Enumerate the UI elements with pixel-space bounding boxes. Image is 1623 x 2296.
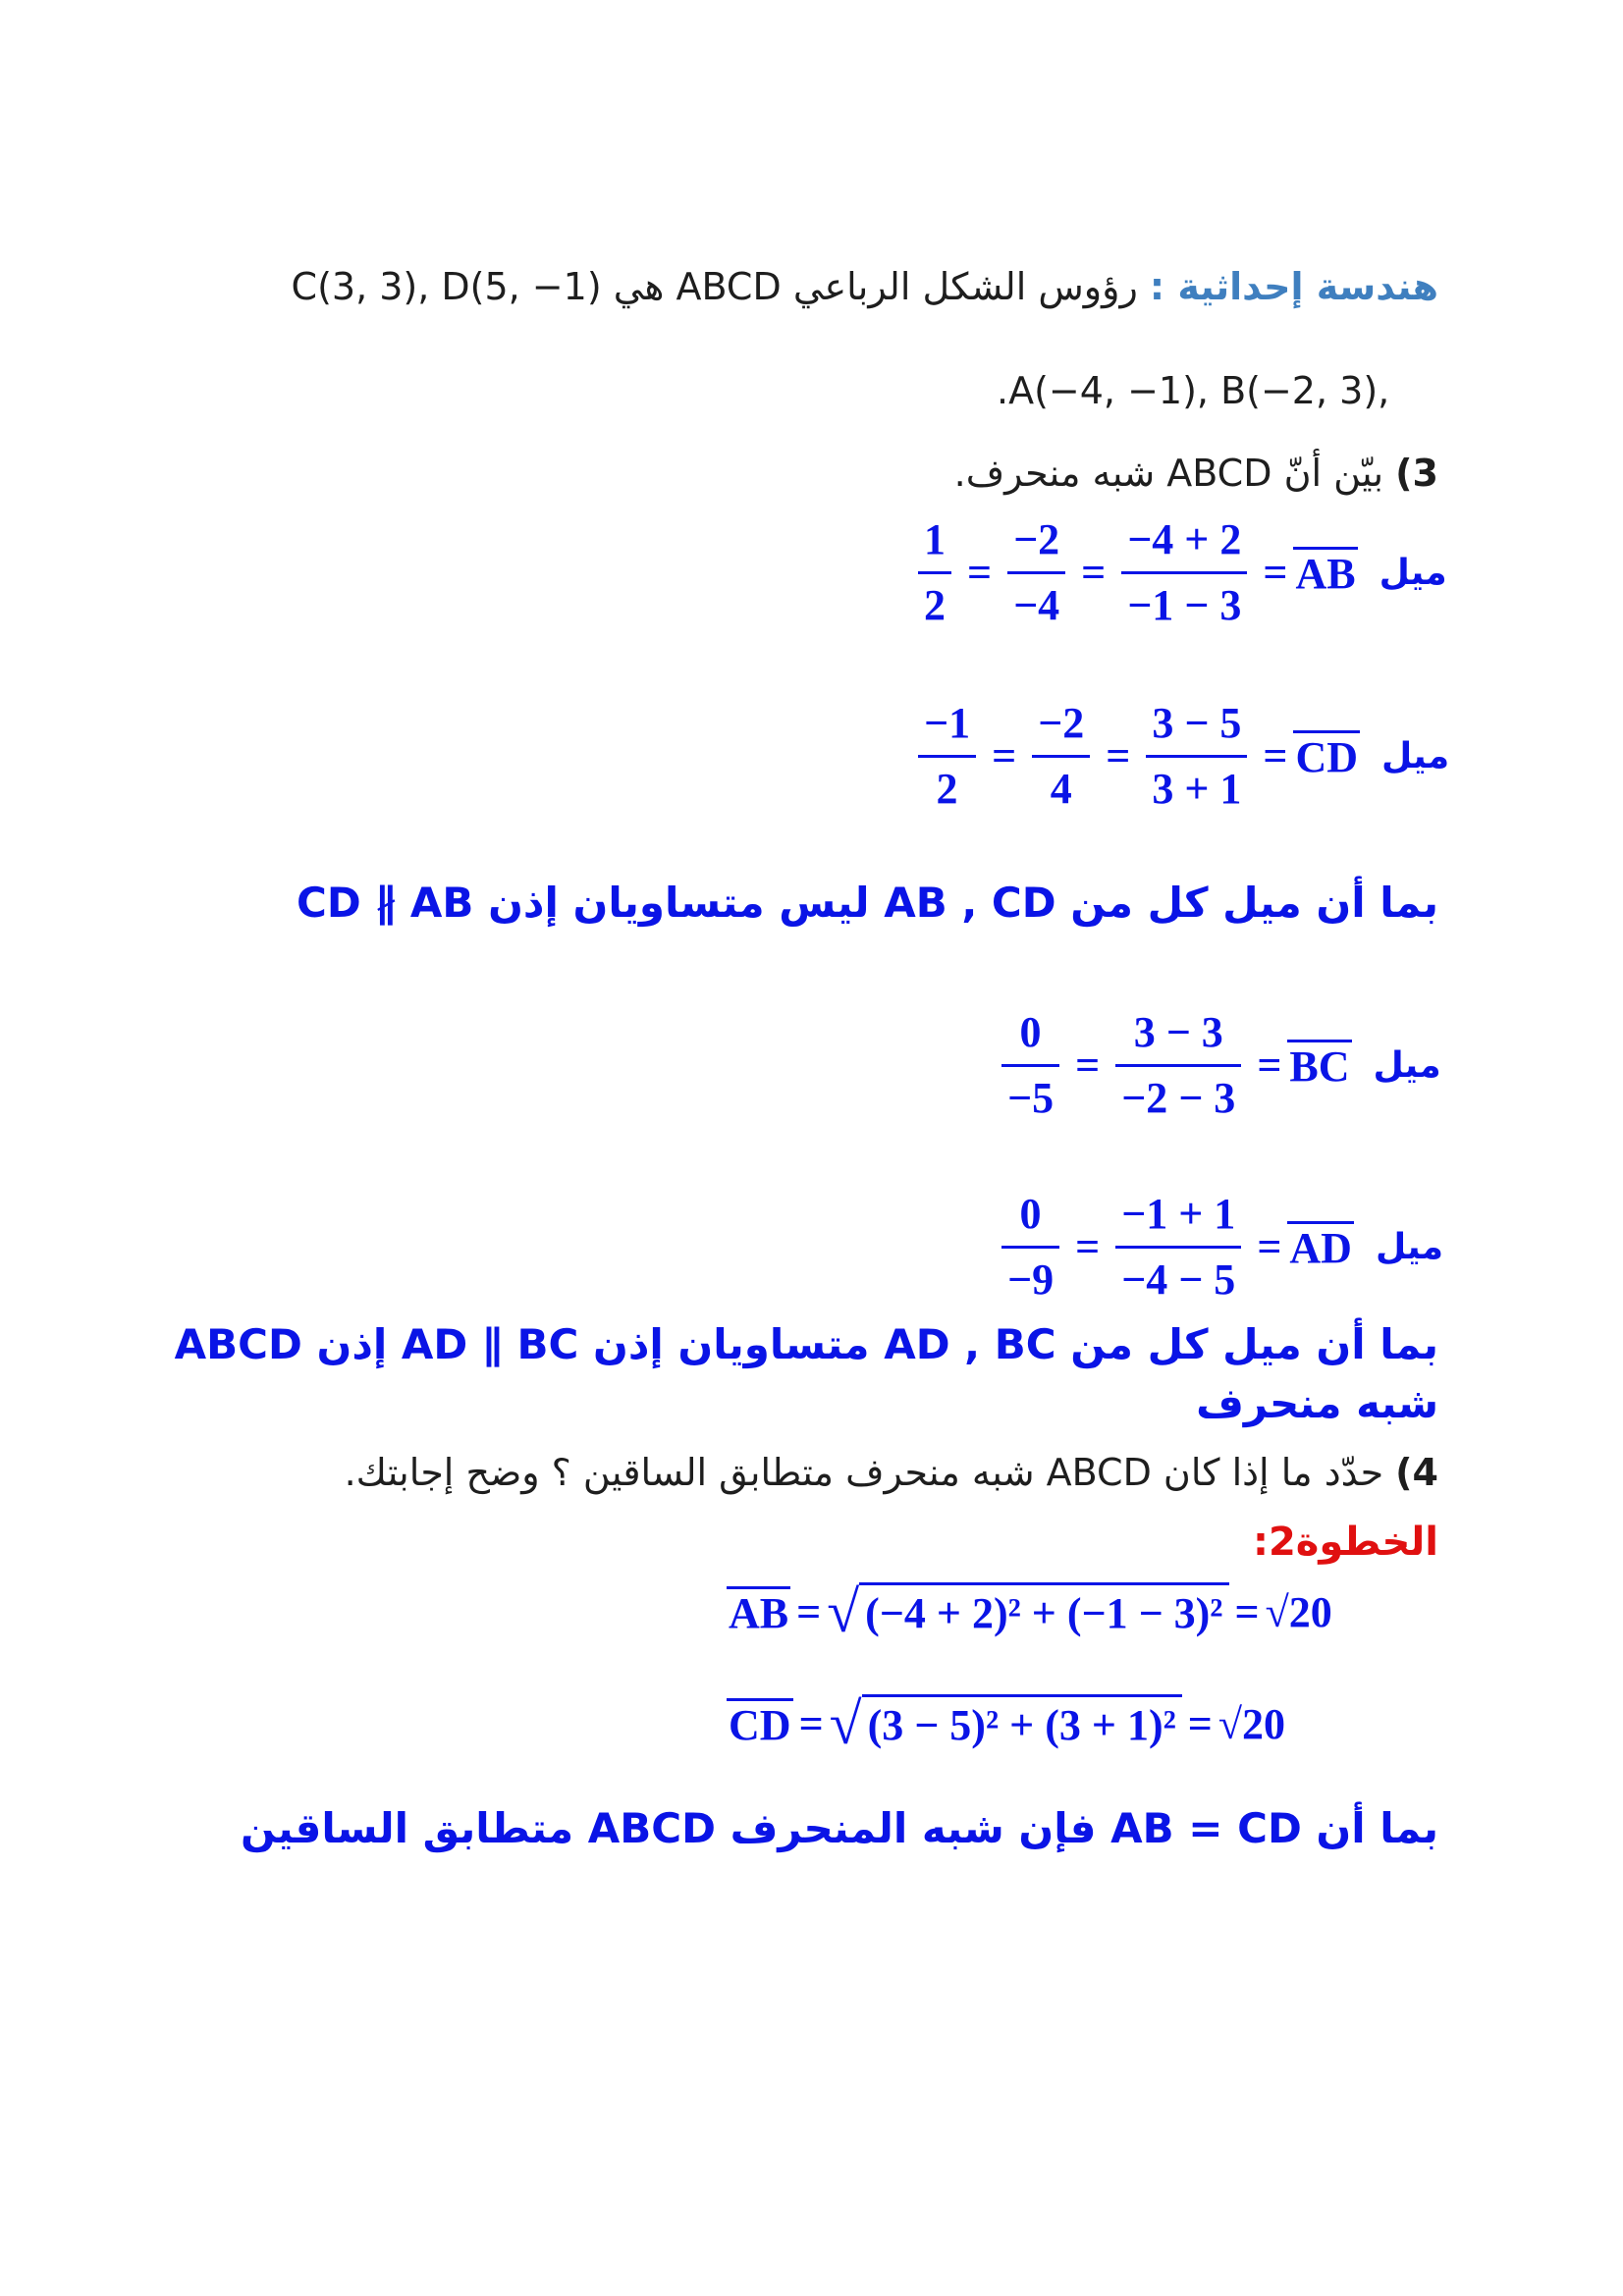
slope-ab-result: $\frac{1}{2}$ — [918, 508, 951, 637]
question-4-number: 4) — [1395, 1451, 1438, 1494]
segment-ab: AB — [1293, 547, 1357, 599]
distance-cd-sqrt: √ (3 − 5)² + (3 + 1)² — [830, 1694, 1182, 1754]
final-conclusion: بما أن AB = CD فإن شبه المنحرف ABCD متطابق الساقين — [240, 1804, 1438, 1852]
segment-ab: AB — [727, 1586, 790, 1638]
slope-ad-result: $\frac{0}{-9}$ — [1001, 1183, 1059, 1311]
slope-label: ميل — [1375, 1227, 1444, 1267]
slope-cd-result: $\frac{-1}{2}$ — [918, 692, 976, 821]
conclusion-not-parallel: بما أن ميل كل من AB , CD ليس متساويان إذن CD ∦ AB — [297, 879, 1438, 927]
slope-bc-result: $\frac{0}{-5}$ — [1001, 1001, 1059, 1130]
slope-ad-expr: $\frac{-1 + 1}{-4 - 5}$ — [1115, 1183, 1241, 1311]
segment-bc: BC — [1287, 1040, 1351, 1092]
problem-statement-line2: .A(−4, −1), B(−2, 3), — [997, 369, 1390, 412]
slope-label: ميل — [1373, 1045, 1441, 1086]
segment-ad: AD — [1287, 1221, 1354, 1273]
question-3-text: بيّن أنّ ABCD شبه منحرف. — [953, 452, 1384, 495]
slope-label: ميل — [1381, 736, 1450, 776]
conclusion-trapezoid: شبه منحرف — [1196, 1379, 1438, 1427]
slope-ab-simplified: $\frac{-2}{-4}$ — [1007, 508, 1065, 637]
distance-cd-result: √20 — [1217, 1700, 1286, 1748]
slope-cd-row: $\frac{-1}{2}$ = $\frac{-2}{4}$ = $\frac{3 - 5}{3 + 1}$ = CD ميل — [908, 692, 1449, 821]
question-4-text: حدّد ما إذا كان ABCD شبه منحرف متطابق الساقين ؟ وضح إجابتك. — [344, 1451, 1384, 1494]
slope-label: ميل — [1379, 553, 1447, 593]
distance-ab-result: √20 — [1265, 1588, 1332, 1636]
slope-ab-expr: $\frac{-4 + 2}{-1 - 3}$ — [1121, 508, 1247, 637]
question-3 — [954, 452, 1438, 495]
question-3-number: 3) — [1395, 452, 1438, 495]
slope-bc-row: $\frac{0}{-5}$ = $\frac{3 - 3}{-2 - 3}$ = BC ميل — [992, 1001, 1441, 1130]
slope-ad-row: $\frac{0}{-9}$ = $\frac{-1 + 1}{-4 - 5}$ = AD ميل — [992, 1183, 1443, 1311]
distance-cd-row: CD = √ (3 − 5)² + (3 + 1)² = √20 — [729, 1691, 1286, 1756]
conclusion-parallel: بما أن ميل كل من AD , BC متساويان إذن AD ∥ BC إذن ABCD — [174, 1320, 1438, 1368]
distance-ab-sqrt: √ (−4 + 2)² + (−1 − 3)² — [827, 1582, 1228, 1642]
segment-cd: CD — [727, 1698, 793, 1750]
slope-ab-row: $\frac{1}{2}$ = $\frac{-2}{-4}$ = $\frac{-4 + 2}{-1 - 3}$ = AB ميل — [908, 508, 1447, 637]
problem-statement-line1 — [292, 265, 1438, 308]
step-2-label: الخطوة2: — [1252, 1520, 1438, 1565]
distance-ab-row: AB = √ (−4 + 2)² + (−1 − 3)² = √20 — [729, 1579, 1332, 1644]
segment-cd: CD — [1293, 730, 1360, 782]
question-4 — [345, 1451, 1438, 1494]
slope-bc-expr: $\frac{3 - 3}{-2 - 3}$ — [1115, 1001, 1241, 1130]
slope-cd-simplified: $\frac{-2}{4}$ — [1032, 692, 1090, 821]
statement-text-1: رؤوس الشكل الرباعي ABCD هي C(3, 3), D(5, −1) — [291, 265, 1138, 308]
slope-cd-expr: $\frac{3 - 5}{3 + 1}$ — [1146, 692, 1247, 821]
heading-label: هندسة إحداثية : — [1149, 265, 1438, 308]
